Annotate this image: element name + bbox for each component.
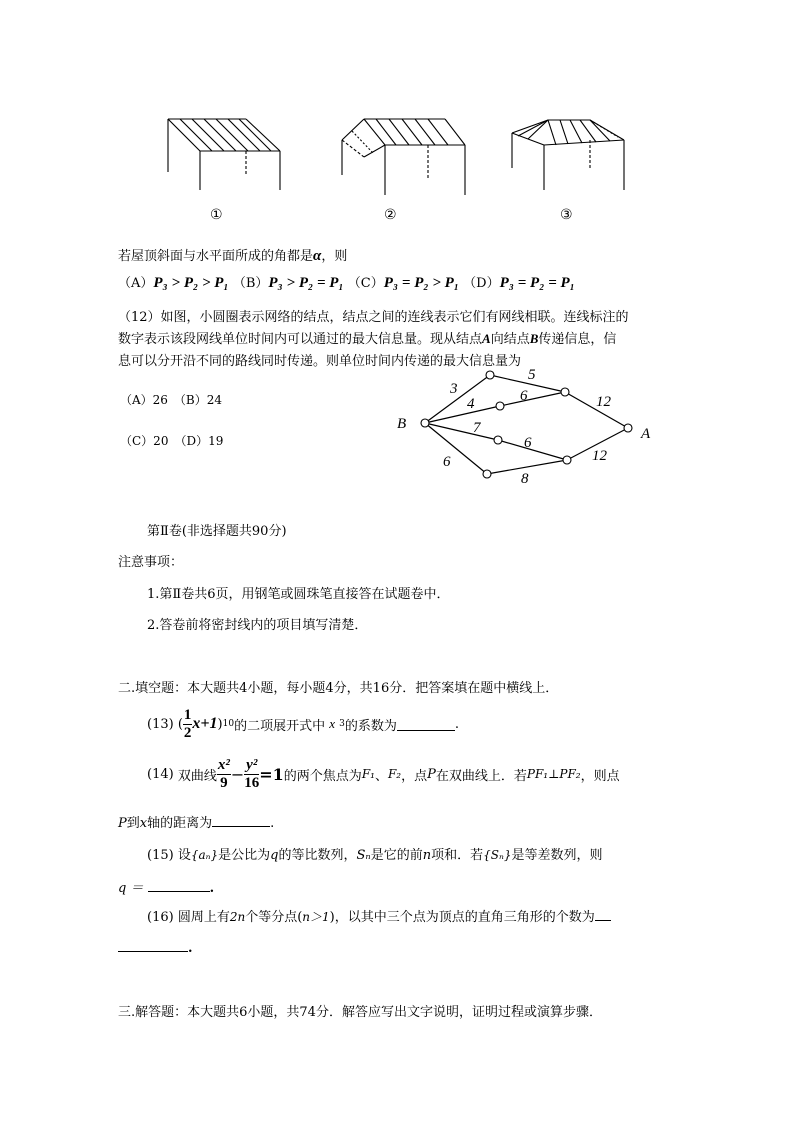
q11-alpha: α	[313, 248, 322, 264]
network-node-b	[421, 419, 429, 427]
network-node	[496, 402, 504, 410]
edge-label: 8	[521, 471, 529, 487]
figure-label-2: ②	[384, 207, 397, 223]
q13-answer-blank[interactable]	[397, 717, 455, 731]
q13-fraction: $\frac{1}{2}$	[183, 706, 192, 741]
edge-label: 7	[473, 420, 481, 436]
network-node	[494, 436, 502, 444]
q16-answer-blank-a[interactable]	[595, 907, 611, 921]
q13: (13) ( $\frac{1}{2}$ x+1 ) 10 的二项展开式中 x 3 的系数为 .	[147, 706, 460, 741]
part2-item-2: 2.答卷前将密封线内的项目填写清楚．	[147, 618, 368, 633]
edge-label: 6	[524, 435, 532, 451]
q11-option-a: （A）P₃ > P₂ > P₁	[118, 275, 229, 291]
q16-line-2: .	[118, 938, 193, 956]
roof-figure-1	[168, 119, 280, 190]
edge-label: 3	[450, 381, 458, 397]
q11-tail: ，则	[321, 249, 348, 264]
q12-line-3: 息可以分开沿不同的路线同时传递。则单位时间内传递的最大信息量为	[118, 354, 522, 369]
figure-label-1: ①	[210, 207, 223, 223]
network-node	[486, 371, 494, 379]
roof-figures	[150, 105, 650, 205]
q12-node-a: A	[482, 331, 491, 346]
part2-notice: 注意事项：	[118, 555, 184, 570]
network-label-a: A	[641, 426, 651, 442]
q11-stem	[118, 245, 347, 265]
q14-line-2: P到x轴的距离为 .	[118, 812, 274, 831]
roof-figure-2	[342, 119, 465, 195]
q11-text: 若屋顶斜面与水平面所成的角都是	[118, 249, 314, 264]
q11-option-d: （D）P₃ = P₂ = P₁	[463, 275, 575, 291]
section2-header: 二.填空题：本大题共4小题，每小题4分，共16分．把答案填在题中横线上．	[118, 681, 559, 696]
network-node	[561, 388, 569, 396]
network-diagram	[390, 362, 665, 490]
q12-options-row-1: （A）26 （B）24	[120, 393, 223, 407]
q14-answer-blank[interactable]	[212, 813, 270, 827]
q12-line-1: （12）如图，小圆圈表示网络的结点，结点之间的连线表示它们有网线相联。连线标注的	[118, 310, 629, 325]
q11-options	[118, 272, 575, 292]
q15-answer-blank[interactable]	[148, 878, 210, 892]
section3-header: 三.解答题：本大题共6小题，共74分．解答应写出文字说明，证明过程或演算步骤．	[118, 1005, 602, 1020]
network-node	[483, 470, 491, 478]
edge-label: 12	[592, 448, 607, 464]
part2-title: 第Ⅱ卷(非选择题共90分)	[147, 524, 287, 539]
q15-line-1: (15) 设{aₙ}是公比为q的等比数列，Sₙ是它的前n项和．若{Sₙ}是等差数列，则	[147, 848, 603, 863]
q12-options-row-2: （C）20 （D）19	[120, 434, 224, 448]
q15-line-2: q ＝ .	[118, 877, 214, 896]
roof-figure-3	[512, 120, 624, 190]
q14-fraction-x: $\frac{\text{x²}}{9}$	[217, 756, 230, 791]
q16-answer-blank-b[interactable]	[118, 938, 188, 952]
q14-line-1: (14) 双曲线 $\frac{\text{x²}}{9}$ − $\frac{\text{y²}}{16}$ =1 的两个焦点为 F₁ 、 F₂ ，点 P 在双曲线上．若 PF₁⊥PF₂ ，则点	[147, 756, 620, 791]
q14-fraction-y: $\frac{\text{y²}}{16}$	[244, 756, 260, 791]
edge-label: 6	[443, 454, 451, 470]
edge-label: 4	[467, 396, 475, 412]
network-node-a	[624, 424, 632, 432]
q11-option-b: （B）P₃ > P₂ = P₁	[232, 275, 344, 291]
figure-label-3: ③	[560, 207, 573, 223]
q12-node-b: B	[529, 331, 539, 346]
network-label-b: B	[397, 416, 407, 432]
edge-label: 12	[596, 394, 611, 410]
part2-item-1: 1.第Ⅱ卷共6页，用钢笔或圆珠笔直接答在试题卷中．	[147, 587, 450, 602]
network-node	[563, 456, 571, 464]
q16-line-1: (16) 圆周上有2n个等分点(n＞1)，以其中三个点为顶点的直角三角形的个数为	[147, 906, 611, 925]
q12-line-2: 数字表示该段网线单位时间内可以通过的最大信息量。现从结点A向结点B传递信息，信	[118, 331, 617, 347]
edge-label: 6	[520, 388, 528, 404]
q11-option-c: （C）P₃ = P₂ > P₁	[347, 275, 460, 291]
edge-label: 5	[528, 367, 536, 383]
